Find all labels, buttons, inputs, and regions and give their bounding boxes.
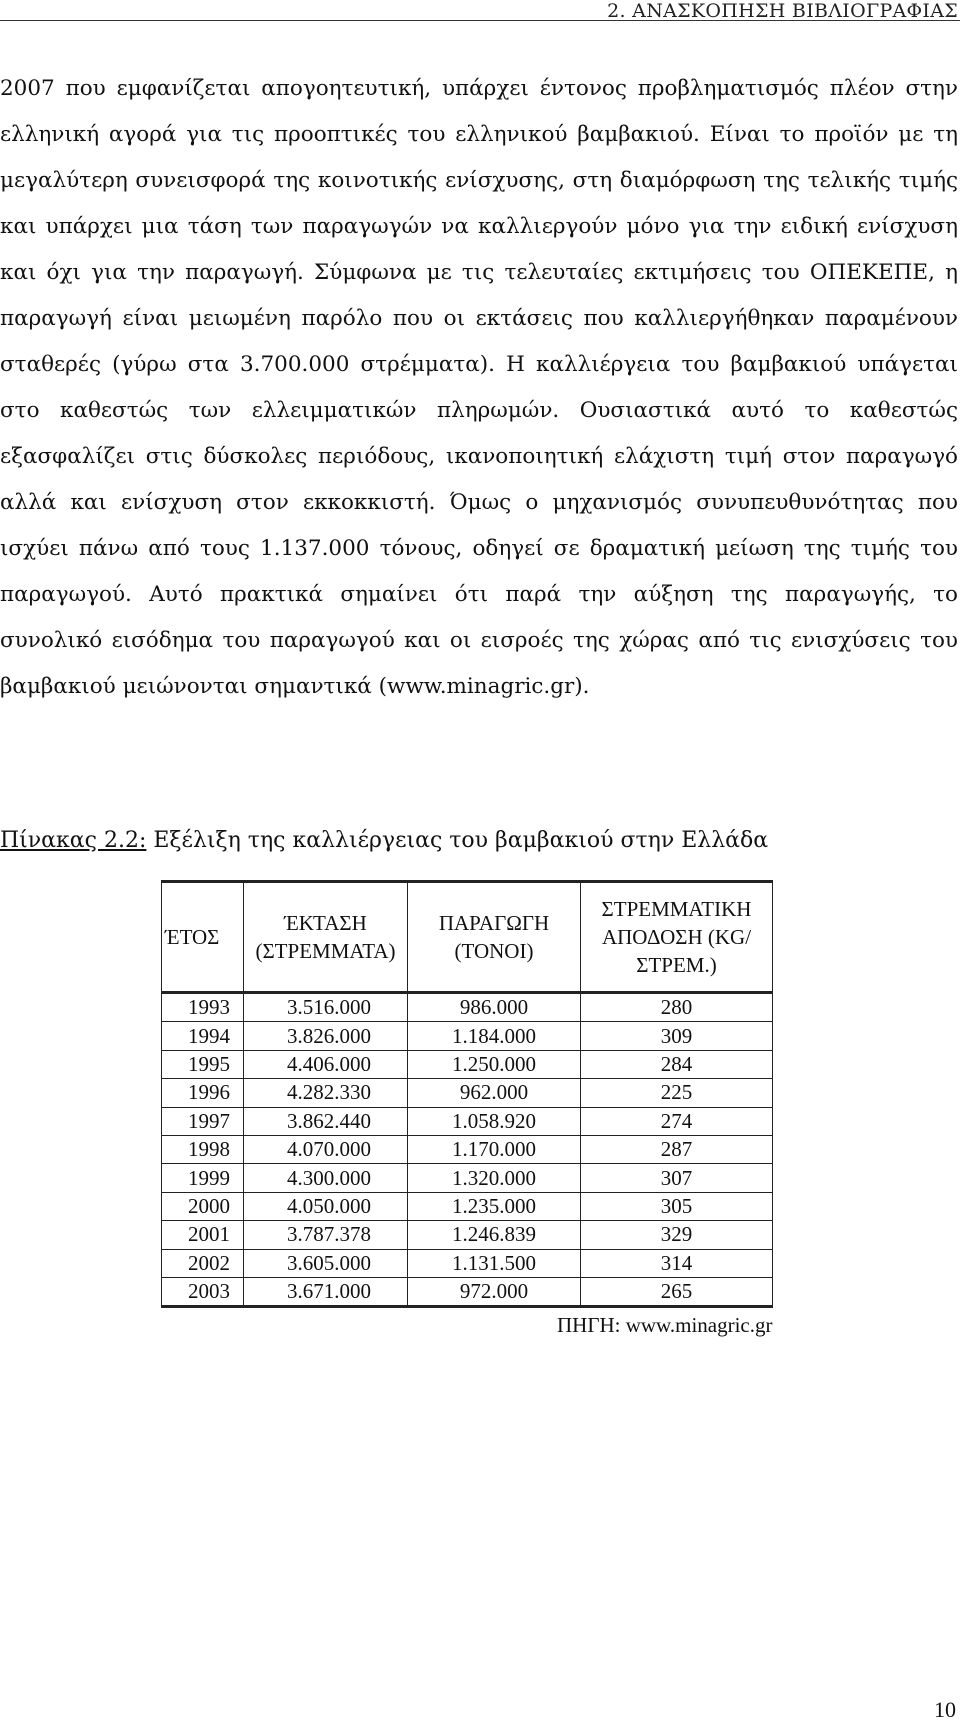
cell-year: 1996	[162, 1079, 244, 1107]
cell-yield: 307	[581, 1164, 773, 1192]
cell-area: 3.862.440	[244, 1107, 408, 1135]
cell-area: 3.826.000	[244, 1022, 408, 1050]
cell-year: 2002	[162, 1249, 244, 1277]
table-source: ΠΗΓΗ: www.minagric.gr	[557, 1313, 773, 1338]
body-paragraph: 2007 που εμφανίζεται απογοητευτική, υπάρχει έντονος προβληματισμός πλέον στην ελληνική αγορά για τις προοπτικές του ελληνικού βαμβακιού. Είναι το προϊόν με τη μεγαλύτερη συνεισφορά της κοινοτικής ενίσχυσης, στη διαμόρφωση της τελικής τιμής και υπάρχει μια τάση των παραγωγών να καλλιεργούν μόνο για την ειδική ενίσχυση και όχι για την παραγωγή. Σύμφωνα με τις τελευταίες εκτιμήσεις του ΟΠΕΚΕΠΕ, η παραγωγή είναι μειωμένη παρόλο που οι εκτάσεις που καλλιεργήθηκαν παραμένουν σταθερές (γύρω στα 3.700.000 στρέμματα). Η καλλιέργεια του βαμβακιού υπάγεται στο καθεστώς των ελλειμματικών πληρωμών. Ουσιαστικά αυτό το καθεστώς εξασφαλίζει στις δύσκολες περιόδους, ικανοποιητική ελάχιστη τιμή στον παραγωγό αλλά και ενίσχυση στον εκκοκκιστή. Όμως ο μηχανισμός συνυπευθυνότητας που ισχύει πάνω από τους 1.137.000 τόνους, οδηγεί σε δραματική μείωση της τιμής του παραγωγού. Αυτό πρακτικά σημαίνει ότι παρά την αύξηση της παραγωγής, το συνολικό εισόδημα του παραγωγού και οι εισροές της χώρας από τις ενισχύσεις του βαμβακιού μειώνονται σημαντικά (www.minagric.gr).	[0, 76, 958, 699]
cell-yield: 284	[581, 1050, 773, 1078]
cell-area: 3.671.000	[244, 1277, 408, 1306]
cell-yield: 287	[581, 1135, 773, 1163]
cell-production: 1.131.500	[408, 1249, 581, 1277]
cell-yield: 309	[581, 1022, 773, 1050]
cell-yield: 265	[581, 1277, 773, 1306]
page-header	[0, 0, 960, 24]
cell-production: 1.235.000	[408, 1192, 581, 1220]
cell-year: 1993	[162, 993, 244, 1022]
cell-yield: 314	[581, 1249, 773, 1277]
cell-production: 986.000	[408, 993, 581, 1022]
cell-year: 1995	[162, 1050, 244, 1078]
body-text	[0, 66, 958, 710]
page-number: 10	[934, 1697, 956, 1722]
table-caption-label: Πίνακας 2.2:	[0, 828, 147, 853]
cell-year: 2001	[162, 1221, 244, 1249]
table-source-row	[162, 1307, 773, 1343]
cell-yield: 274	[581, 1107, 773, 1135]
cell-year: 2003	[162, 1277, 244, 1306]
cell-area: 3.787.378	[244, 1221, 408, 1249]
cell-production: 1.320.000	[408, 1164, 581, 1192]
table-row	[162, 1192, 773, 1220]
cell-yield: 280	[581, 993, 773, 1022]
header-rule	[0, 20, 960, 21]
cell-yield: 329	[581, 1221, 773, 1249]
table-row	[162, 1249, 773, 1277]
cell-area: 4.070.000	[244, 1135, 408, 1163]
cell-year: 1998	[162, 1135, 244, 1163]
header-yield: ΣΤΡΕΜΜΑΤΙΚΗ ΑΠΟΔΟΣΗ (KG/ΣΤΡΕΜ.)	[581, 882, 773, 993]
cell-year: 1997	[162, 1107, 244, 1135]
cell-yield: 225	[581, 1079, 773, 1107]
table-row	[162, 1135, 773, 1163]
cell-area: 4.282.330	[244, 1079, 408, 1107]
header-year: ΈΤΟΣ	[162, 882, 244, 993]
table-row	[162, 1277, 773, 1306]
table-row	[162, 1221, 773, 1249]
table-row	[162, 1107, 773, 1135]
header-production: ΠΑΡΑΓΩΓΗ (ΤΟΝΟΙ)	[408, 882, 581, 993]
cell-production: 1.058.920	[408, 1107, 581, 1135]
table-caption	[0, 828, 768, 853]
cell-year: 1994	[162, 1022, 244, 1050]
table-caption-text: Εξέλιξη της καλλιέργειας του βαμβακιού στην Ελλάδα	[146, 828, 769, 853]
cell-production: 1.184.000	[408, 1022, 581, 1050]
table-row	[162, 1050, 773, 1078]
cell-area: 3.605.000	[244, 1249, 408, 1277]
header-area: ΈΚΤΑΣΗ (ΣΤΡΕΜΜΑΤΑ)	[244, 882, 408, 993]
table-row	[162, 1079, 773, 1107]
cell-production: 1.170.000	[408, 1135, 581, 1163]
table-row	[162, 1164, 773, 1192]
cell-year: 1999	[162, 1164, 244, 1192]
table-header-row	[162, 882, 773, 993]
table-row	[162, 1022, 773, 1050]
cell-area: 4.406.000	[244, 1050, 408, 1078]
cell-year: 2000	[162, 1192, 244, 1220]
cell-production: 962.000	[408, 1079, 581, 1107]
header-title: 2. ΑΝΑΣΚΟΠΗΣΗ ΒΙΒΛΙΟΓΡΑΦΙΑΣ	[607, 0, 958, 22]
cell-area: 3.516.000	[244, 993, 408, 1022]
cotton-table	[161, 880, 773, 1342]
cell-area: 4.300.000	[244, 1164, 408, 1192]
cell-production: 1.250.000	[408, 1050, 581, 1078]
cell-production: 972.000	[408, 1277, 581, 1306]
cell-production: 1.246.839	[408, 1221, 581, 1249]
table-row	[162, 993, 773, 1022]
cell-yield: 305	[581, 1192, 773, 1220]
cell-area: 4.050.000	[244, 1192, 408, 1220]
